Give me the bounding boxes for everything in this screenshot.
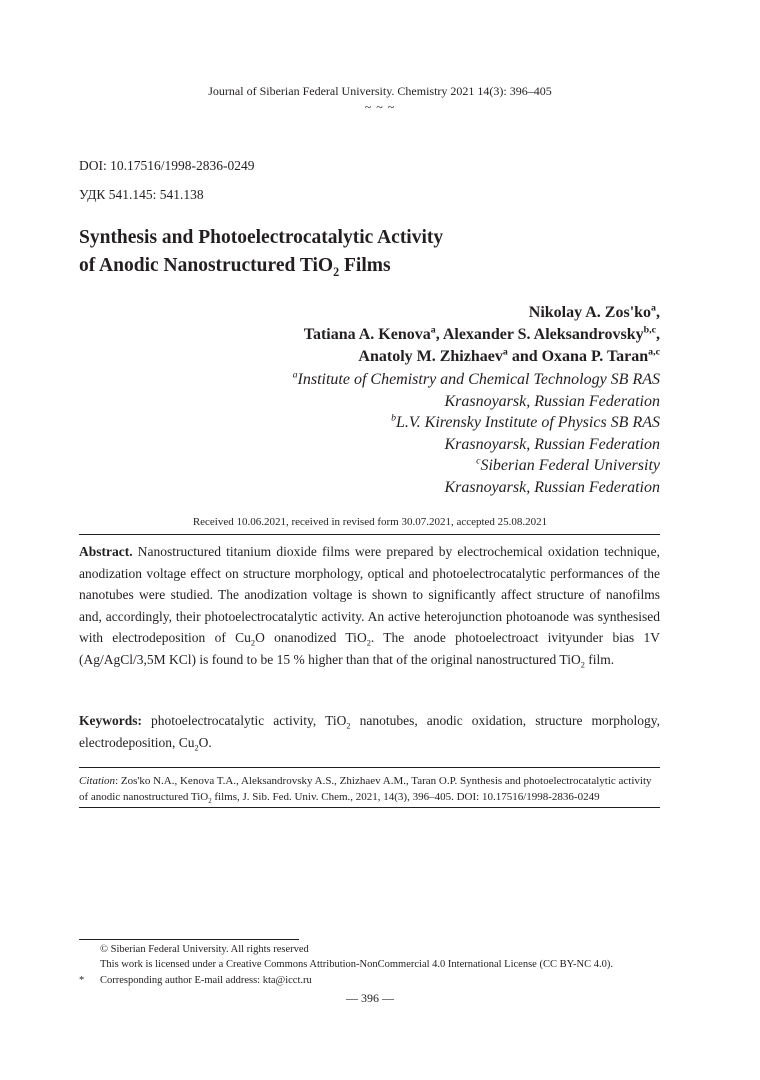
author: Oxana P. Taran (541, 348, 649, 365)
footnote-copyright: © Siberian Federal University. All rights reserved (100, 944, 309, 955)
udk-code: УДК 541.145: 541.138 (79, 187, 204, 202)
citation-bottom-rule (79, 807, 660, 808)
affiliation-place: Krasnoyarsk, Russian Federation (444, 435, 660, 453)
author-line-3: Anatoly M. Zhizhaev$^a$ and Oxana P. Taran$^{a,c}$ (358, 346, 660, 365)
abstract-label: Abstract. (79, 544, 133, 559)
title-line-2: of Anodic Nanostructured TiO$_2$ Films (79, 255, 391, 279)
abstract: Abstract. Nanostructured titanium dioxide films were prepared by electrochemical oxidation technique, anodization voltage effect on structure morphology, optical and photoelectrocatalytic performances of the nanotubes were studied. The anodization voltage is shown to significantly affect structure of nanofilms and, accordingly, their photoelectrocatalytic activity. An active heterojunction photoanode was synthesised with electrodeposition of $Cu_2O$ onanodized TiO$_2$. The anode photoelectroact ivityunder bias 1V (Ag/AgCl/3,5M KCl) is found to be 15 % higher than that of the original nanostructured TiO$_2$ film. (79, 544, 660, 670)
affiliation-place: Krasnoyarsk, Russian Federation (444, 478, 660, 496)
footnote-rule (79, 939, 299, 940)
paper-title (79, 224, 443, 280)
keywords: Keywords: photoelectrocatalytic activity, TiO$_2$ nanotubes, anodic oxidation, structure morphology, electrodeposition, $Cu_2O$. (79, 713, 660, 753)
affiliation-org: $^c$Siberian Federal University (476, 456, 660, 475)
title-line-1: Synthesis and Photoelectrocatalytic Activity (79, 227, 444, 248)
citation-label: Citation (79, 775, 116, 787)
author: Nikolay A. Zos'ko (528, 304, 652, 321)
abstract-top-rule (79, 534, 660, 535)
author-line-2: Tatiana A. Kenova$^a$, Alexander S. Aleksandrovsky$^{b,c}$, (303, 324, 660, 343)
affiliation-place: Krasnoyarsk, Russian Federation (444, 392, 660, 410)
affiliation-org: $^b$L.V. Kirensky Institute of Physics SB RAS (391, 412, 660, 432)
author-list (304, 302, 660, 368)
received-dates: Received 10.06.2021, received in revised form 30.07.2021, accepted 25.08.2021 (192, 516, 548, 528)
author-line-1: Nikolay A. $Zos'ko^a$, (528, 302, 660, 321)
author: Tatiana A. Kenova (303, 326, 431, 343)
affiliation-org: $^a$Institute of Chemistry and Chemical Technology SB RAS (292, 369, 660, 388)
footnote-license: This work is licensed under a Creative Commons Attribution-NonCommercial 4.0 International License (CC BY-NC 4.0). (100, 959, 613, 971)
page-number: — 396 — (346, 991, 394, 1005)
affiliation-list (293, 369, 660, 499)
header-ornament: ~ ~ ~ (364, 100, 396, 114)
doi: DOI: 10.17516/1998-2836-0249 (79, 158, 255, 173)
author: Alexander S. Aleksandrovsky (442, 326, 644, 343)
citation: Citation: Zos'ko N.A., Kenova T.A., Aleksandrovsky A.S., Zhizhaev A.M., Taran O.P. Synthesis and photoelectrocatalytic activity of anodic nanostructured TiO$_2$ films, J. Sib. Fed. Univ. Chem., 2021, 14(3), 396–405. DOI: 10.17516/1998-2836-0249 (79, 775, 652, 806)
footnotes (79, 942, 679, 988)
keywords-label: Keywords: (79, 713, 142, 728)
author: Anatoly M. Zhizhaev (358, 348, 503, 365)
journal-header: Journal of Siberian Federal University. Chemistry 2021 14(3): 396–405 (208, 84, 552, 98)
citation-top-rule (79, 767, 660, 768)
footnote-corresponding: * Corresponding author E-mail address: kta@icct.ru (79, 974, 312, 986)
